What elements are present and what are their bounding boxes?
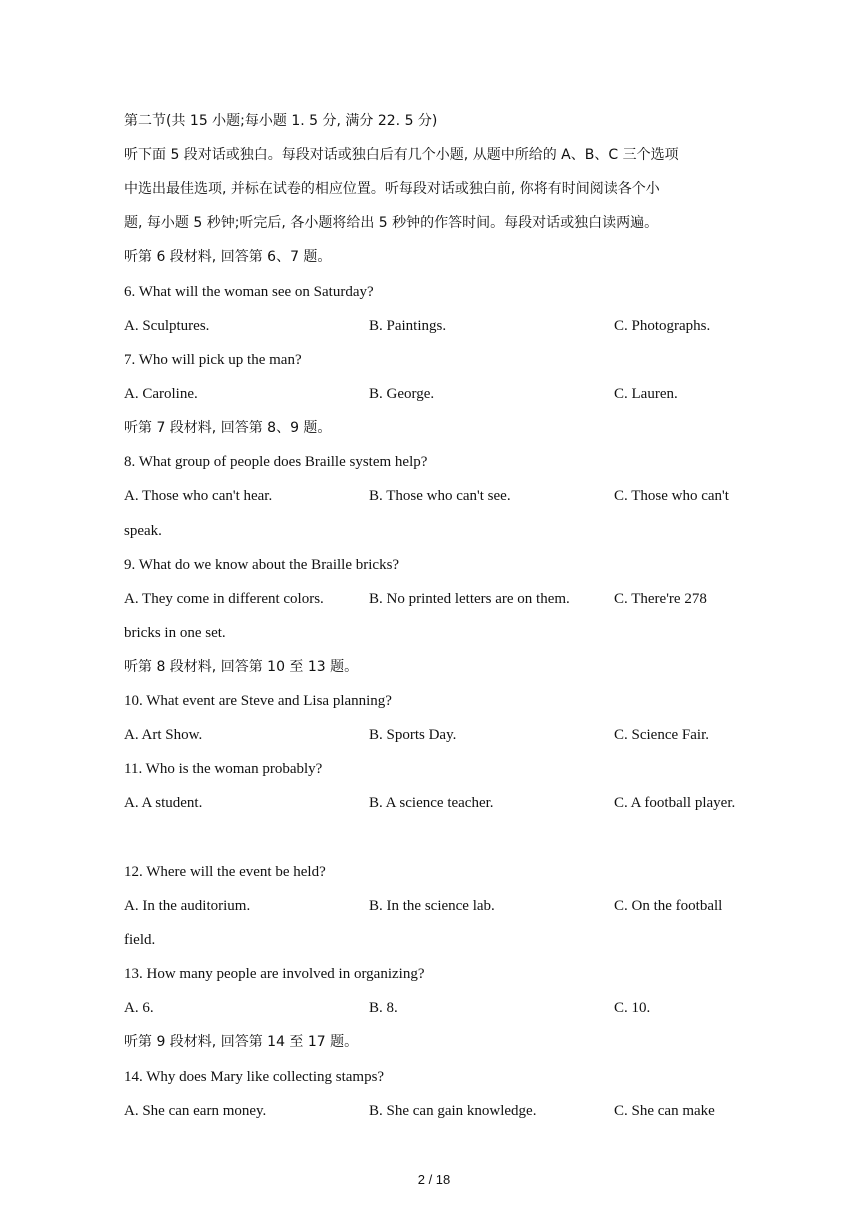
q13-option-b: B. 8. bbox=[369, 1000, 398, 1016]
q14-option-a: A. She can earn money. bbox=[124, 1103, 267, 1119]
q13-option-a: A. 6. bbox=[124, 1000, 154, 1016]
group-heading-7: 听第 7 段材料, 回答第 8、9 题。 bbox=[124, 420, 332, 436]
q11-option-c: C. A football player. bbox=[614, 795, 736, 811]
question-12: 12. Where will the event be held? bbox=[124, 864, 326, 880]
q7-option-b: B. George. bbox=[369, 386, 435, 402]
q8-option-a: A. Those who can't hear. bbox=[124, 488, 273, 504]
q10-option-b: B. Sports Day. bbox=[369, 727, 457, 743]
q6-option-a: A. Sculptures. bbox=[124, 318, 210, 334]
question-6: 6. What will the woman see on Saturday? bbox=[124, 284, 374, 300]
q8-option-c: C. Those who can't bbox=[614, 488, 729, 504]
q12-option-a: A. In the auditorium. bbox=[124, 898, 251, 914]
q12-option-c-wrap: field. bbox=[124, 932, 156, 948]
page-number: 2 / 18 bbox=[417, 1172, 451, 1187]
instructions-line-3: 题, 每小题 5 秒钟;听完后, 各小题将给出 5 秒钟的作答时间。每段对话或独白读两遍。 bbox=[124, 215, 659, 231]
q11-option-b: B. A science teacher. bbox=[369, 795, 494, 811]
question-9: 9. What do we know about the Braille bricks? bbox=[124, 557, 400, 573]
q14-option-b: B. She can gain knowledge. bbox=[369, 1103, 537, 1119]
q8-option-c-wrap: speak. bbox=[124, 523, 162, 539]
question-10: 10. What event are Steve and Lisa planning? bbox=[124, 693, 392, 709]
group-heading-6: 听第 6 段材料, 回答第 6、7 题。 bbox=[124, 249, 332, 265]
q14-option-c: C. She can make bbox=[614, 1103, 715, 1119]
question-11: 11. Who is the woman probably? bbox=[124, 761, 323, 777]
q13-option-c: C. 10. bbox=[614, 1000, 651, 1016]
instructions-line-1: 听下面 5 段对话或独白。每段对话或独白后有几个小题, 从题中所给的 A、B、C 三个选项 bbox=[124, 147, 679, 163]
q9-option-b: B. No printed letters are on them. bbox=[369, 591, 570, 607]
question-7: 7. Who will pick up the man? bbox=[124, 352, 302, 368]
q6-option-b: B. Paintings. bbox=[369, 318, 447, 334]
q12-option-c: C. On the football bbox=[614, 898, 723, 914]
q12-option-b: B. In the science lab. bbox=[369, 898, 495, 914]
q8-option-b: B. Those who can't see. bbox=[369, 488, 511, 504]
question-13: 13. How many people are involved in organizing? bbox=[124, 966, 425, 982]
q7-option-a: A. Caroline. bbox=[124, 386, 198, 402]
question-8: 8. What group of people does Braille system help? bbox=[124, 454, 428, 470]
q6-option-c: C. Photographs. bbox=[614, 318, 711, 334]
q11-option-a: A. A student. bbox=[124, 795, 203, 811]
q9-option-c-wrap: bricks in one set. bbox=[124, 625, 226, 641]
section-heading: 第二节(共 15 小题;每小题 1. 5 分, 满分 22. 5 分) bbox=[124, 113, 438, 129]
group-heading-9: 听第 9 段材料, 回答第 14 至 17 题。 bbox=[124, 1034, 359, 1050]
group-heading-8: 听第 8 段材料, 回答第 10 至 13 题。 bbox=[124, 659, 359, 675]
q9-option-c: C. There're 278 bbox=[614, 591, 707, 607]
q10-option-a: A. Art Show. bbox=[124, 727, 203, 743]
q7-option-c: C. Lauren. bbox=[614, 386, 678, 402]
question-14: 14. Why does Mary like collecting stamps? bbox=[124, 1069, 385, 1085]
q9-option-a: A. They come in different colors. bbox=[124, 591, 324, 607]
q10-option-c: C. Science Fair. bbox=[614, 727, 709, 743]
instructions-line-2: 中选出最佳选项, 并标在试卷的相应位置。听每段对话或独白前, 你将有时间阅读各个小 bbox=[124, 181, 660, 197]
